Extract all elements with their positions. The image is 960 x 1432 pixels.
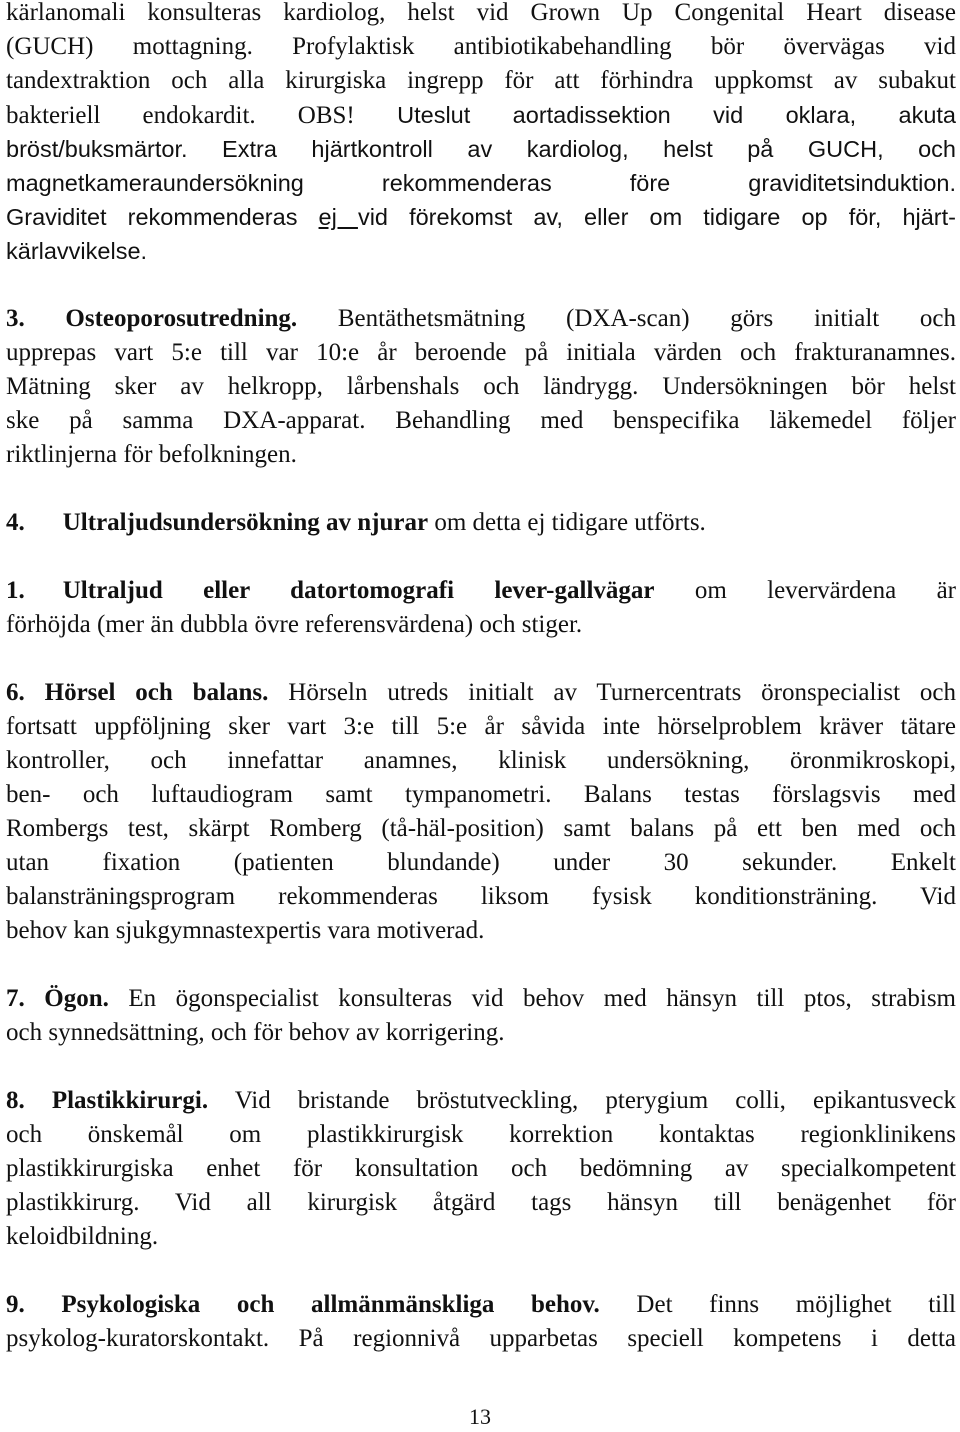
sec8-line4	[6, 1186, 956, 1220]
text-span: magnetkameraundersökning rekommenderas före graviditetsinduktion.	[6, 170, 956, 196]
text-span: om detta ej tidigare utförts.	[428, 509, 706, 536]
text-span: En ögonspecialist konsulteras vid behov med hänsyn till ptos, strabism	[108, 985, 956, 1012]
text-span: bakteriell endokardit. OBS!	[6, 102, 355, 129]
section-heading: 6. Hörsel och balans.	[6, 679, 269, 706]
section-number: 1.	[6, 577, 25, 604]
section-heading: 3. Osteoporosutredning.	[6, 305, 298, 332]
section-heading: 7. Ögon.	[6, 985, 109, 1012]
text-span: Vid bristande bröstutveckling, pterygium colli, epikantusveck	[208, 1087, 956, 1114]
text-span: tandextraktion och alla kirurgiska ingrepp för att förhindra uppkomst av subakut	[6, 67, 956, 94]
text-span: kärlavvikelse.	[6, 238, 148, 264]
para1-line6	[6, 166, 956, 200]
sec3-line4	[6, 404, 956, 438]
sec6-line3	[6, 744, 956, 778]
para1-line2	[6, 30, 956, 64]
text-span: riktlinjerna för befolkningen.	[6, 441, 297, 468]
text-span: ske på samma DXA-apparat. Behandling med benspecifika läkemedel följer	[6, 407, 956, 434]
text-span: Det finns möjlighet till	[599, 1291, 956, 1318]
text-span: psykolog-kuratorskontakt. På regionnivå upparbetas speciell kompetens i detta	[6, 1325, 956, 1352]
sec5-line1	[6, 574, 956, 608]
text-span: vid förekomst av, eller om tidigare op för, hjärt-	[357, 204, 956, 230]
text-span: Uteslut aortadissektion vid oklara, akuta	[354, 102, 956, 128]
sec6-line8	[6, 914, 484, 948]
text-span: Hörseln utreds initialt av Turnercentrats öronspecialist och	[268, 679, 957, 706]
sec9-line1	[6, 1288, 956, 1322]
text-span: bröst/buksmärtor.	[6, 136, 188, 162]
sec8-line1	[6, 1084, 956, 1118]
text-span: plastikkirurg. Vid all kirurgisk åtgärd tags hänsyn till benägenhet för	[6, 1189, 956, 1216]
section-heading: Ultraljudsundersökning av njurar	[62, 509, 429, 536]
text-span: och synnedsättning, och för behov av korrigering.	[6, 1019, 505, 1046]
text-span: Mätning sker av helkropp, lårbenshals och ländrygg. Undersökningen bör helst	[6, 373, 956, 400]
underlined-text: ej	[318, 204, 358, 230]
sec6-line7	[6, 880, 956, 914]
text-span: balansträningsprogram rekommenderas liksom fysisk konditionsträning. Vid	[6, 883, 956, 910]
text-span: förhöjda (mer än dubbla övre referensvärdena) och stiger.	[6, 611, 583, 638]
text-span: behov kan sjukgymnastexpertis vara motiverad.	[6, 917, 485, 944]
sec3-line2	[6, 336, 956, 370]
text-span: Rombergs test, skärpt Romberg (tå-häl-position) samt balans på ett ben med och	[6, 815, 956, 842]
sec6-line6	[6, 846, 956, 880]
sec5-line2	[6, 608, 582, 642]
text-span: upprepas vart 5:e till var 10:e år beroende på initiala värden och frakturanamnes.	[6, 339, 956, 366]
sec3-line3	[6, 370, 956, 404]
section-heading: Ultraljud eller datortomografi lever-gallvägar	[62, 577, 655, 604]
sec8-line5	[6, 1220, 158, 1254]
para1-line1	[6, 0, 956, 30]
sec3-line1	[6, 302, 956, 336]
sec4-line1	[6, 506, 706, 540]
text-span: fortsatt uppföljning sker vart 3:e till 5:e år såvida inte hörselproblem kräver tätare	[6, 713, 956, 740]
text-span: Graviditet rekommenderas	[6, 204, 319, 230]
sec6-line4	[6, 778, 956, 812]
sec8-line2	[6, 1118, 956, 1152]
sec6-line2	[6, 710, 956, 744]
text-span: Bentäthetsmätning (DXA-scan) görs initialt och	[297, 305, 956, 332]
section-number: 4.	[6, 509, 25, 536]
section-heading: 9. Psykologiska och allmänmänskliga behov.	[6, 1291, 600, 1318]
text-span: Extra hjärtkontroll av kardiolog, helst på GUCH, och	[187, 136, 956, 162]
text-span: om levervärdena är	[654, 577, 956, 604]
text-span: kärlanomali konsulteras kardiolog, helst vid Grown Up Congenital Heart disease	[6, 0, 956, 26]
para1-line3	[6, 64, 956, 98]
sec9-line2	[6, 1322, 956, 1356]
sec7-line2	[6, 1016, 505, 1050]
text-span: keloidbildning.	[6, 1223, 159, 1250]
text-span: (GUCH) mottagning. Profylaktisk antibiotikabehandling bör övervägas vid	[6, 33, 956, 60]
para1-line4	[6, 98, 956, 132]
para1-line7	[6, 200, 956, 234]
text-span: och önskemål om plastikkirurgisk korrektion kontaktas regionklinikens	[6, 1121, 956, 1148]
text-span: utan fixation (patienten blundande) under 30 sekunder. Enkelt	[6, 849, 956, 876]
para1-line5	[6, 132, 956, 166]
text-span: plastikkirurgiska enhet för konsultation och bedömning av specialkompetent	[6, 1155, 956, 1182]
sec8-line3	[6, 1152, 956, 1186]
sec3-line5	[6, 438, 297, 472]
sec7-line1	[6, 982, 956, 1016]
sec6-line5	[6, 812, 956, 846]
page-number: 13	[469, 1404, 491, 1429]
section-heading: 8. Plastikkirurgi.	[6, 1087, 209, 1114]
para1-line8	[6, 234, 147, 268]
sec6-line1	[6, 676, 956, 710]
text-span: ben- och luftaudiogram samt tympanometri. Balans testas förslagsvis med	[6, 781, 956, 808]
text-span: kontroller, och innefattar anamnes, klinisk undersökning, öronmikroskopi,	[6, 747, 956, 774]
